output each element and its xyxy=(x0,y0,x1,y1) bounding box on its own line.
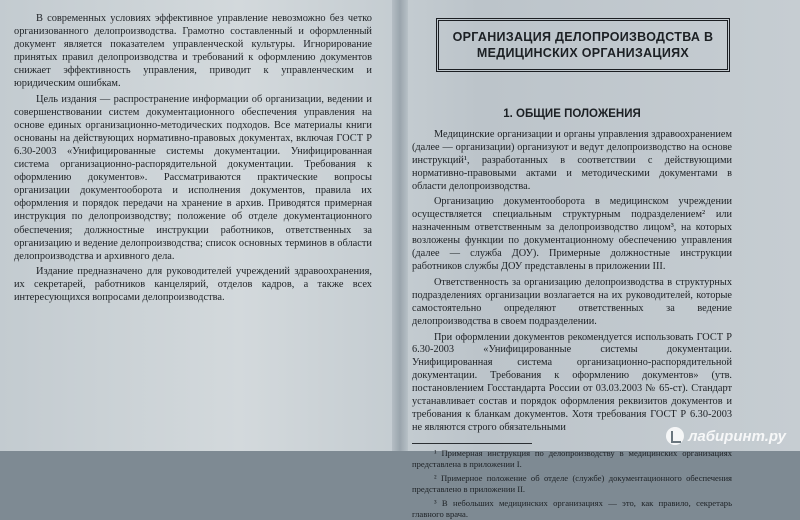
right-paragraph-4: При оформлении документов рекомендуется использовать ГОСТ Р 6.30-2003 «Унифицированные системы документации. Унифицированная система организационно-распорядительной документации. Требования к оформлению документов» (утв. постановлением Госстандарта России от 03.03.2003 № 65-ст). Стандарт устанавливает состав и порядок оформления реквизитов документов и требования к бланкам документов. Хотя требования ГОСТ Р 6.30-2003 не являются строго обязательными xyxy=(412,331,732,433)
right-paragraph-2: Организацию документооборота в медицинском учреждении осуществляется специальным структурным подразделением² или назначенным ответственным за делопроизводство лицом³, на которых возложены функции по документационному обеспечению управления (далее — служба ДОУ). Примерные должностные инструкции работников службы ДОУ представлены в приложении III. xyxy=(412,196,732,272)
watermark-text: лабиринт.ру xyxy=(688,427,786,445)
labirint-logo-icon xyxy=(666,427,684,445)
left-paragraph-2: Цель издания — распространение информации об организации, ведении и совершенствовании систем документационного обеспечения управления на основе единых организационно-методических подходов. Все материалы книги основаны на действующих нормативно-правовых документах, включая ГОСТ Р 6.30-2003 «Унифицированные системы документации. Унифицированная система организационно-распорядительной документации. Требования к оформлению документов». Рассматриваются практические вопросы организации документооборота и исполнения документов, правила их оформления и порядок передачи на хранение в архив. Приводятся примерная инструкция по делопроизводству; положение об отделе документационного обеспечения; должностные инструкции работников, ответственных за организацию и ведение делопроизводства; список основных терминов в области делопроизводства и архивного дела. xyxy=(14,93,372,262)
footnote-3: ³ В небольших медицинских организациях — это, как правило, секретарь главного врача. xyxy=(412,497,732,519)
left-paragraph-1: В современных условиях эффективное управление невозможно без четко организованного делопроизводства. Грамотно составленный и оформленный документ является показателем управленческой культуры. Игнорирование принятых правил делопроизводства и требований к оформлению документов снижает эффективность управления, приводит к управленческим и юридическим ошибкам. xyxy=(14,13,372,90)
left-page xyxy=(14,12,372,304)
right-paragraph-3: Ответственность за организацию делопроизводства в структурных подразделениях организации возлагается на их руководителей, которые самостоятельно определяют ответственных за ведение делопроизводства в своем подразделении. xyxy=(412,276,732,327)
chapter-title: ОРГАНИЗАЦИЯ ДЕЛОПРОИЗВОДСТВА В МЕДИЦИНСКИХ ОРГАНИЗАЦИЯХ xyxy=(436,18,730,72)
footnote-divider xyxy=(412,443,532,444)
right-paragraph-1: Медицинские организации и органы управления здравоохранением (далее — организации) организуют и ведут делопроизводство на основе инструкций¹, разработанных в соответствии с действующими нормативно-правовыми актами и методическими документами в области делопроизводства. xyxy=(412,128,732,192)
book-gutter xyxy=(392,0,408,451)
watermark xyxy=(666,427,786,445)
section-title: 1. ОБЩИЕ ПОЛОЖЕНИЯ xyxy=(503,108,641,120)
left-paragraph-3: Издание предназначено для руководителей учреждений здравоохранения, их секретарей, работников канцелярий, отделов кадров, а также всех интересующихся вопросами делопроизводства. xyxy=(14,265,372,303)
footnote-1: ¹ Примерная инструкция по делопроизводству в медицинских организациях представлена в приложении I. xyxy=(412,447,732,469)
footnote-2: ² Примерное положение об отделе (службе) документационного обеспечения представлено в приложении II. xyxy=(412,472,732,494)
